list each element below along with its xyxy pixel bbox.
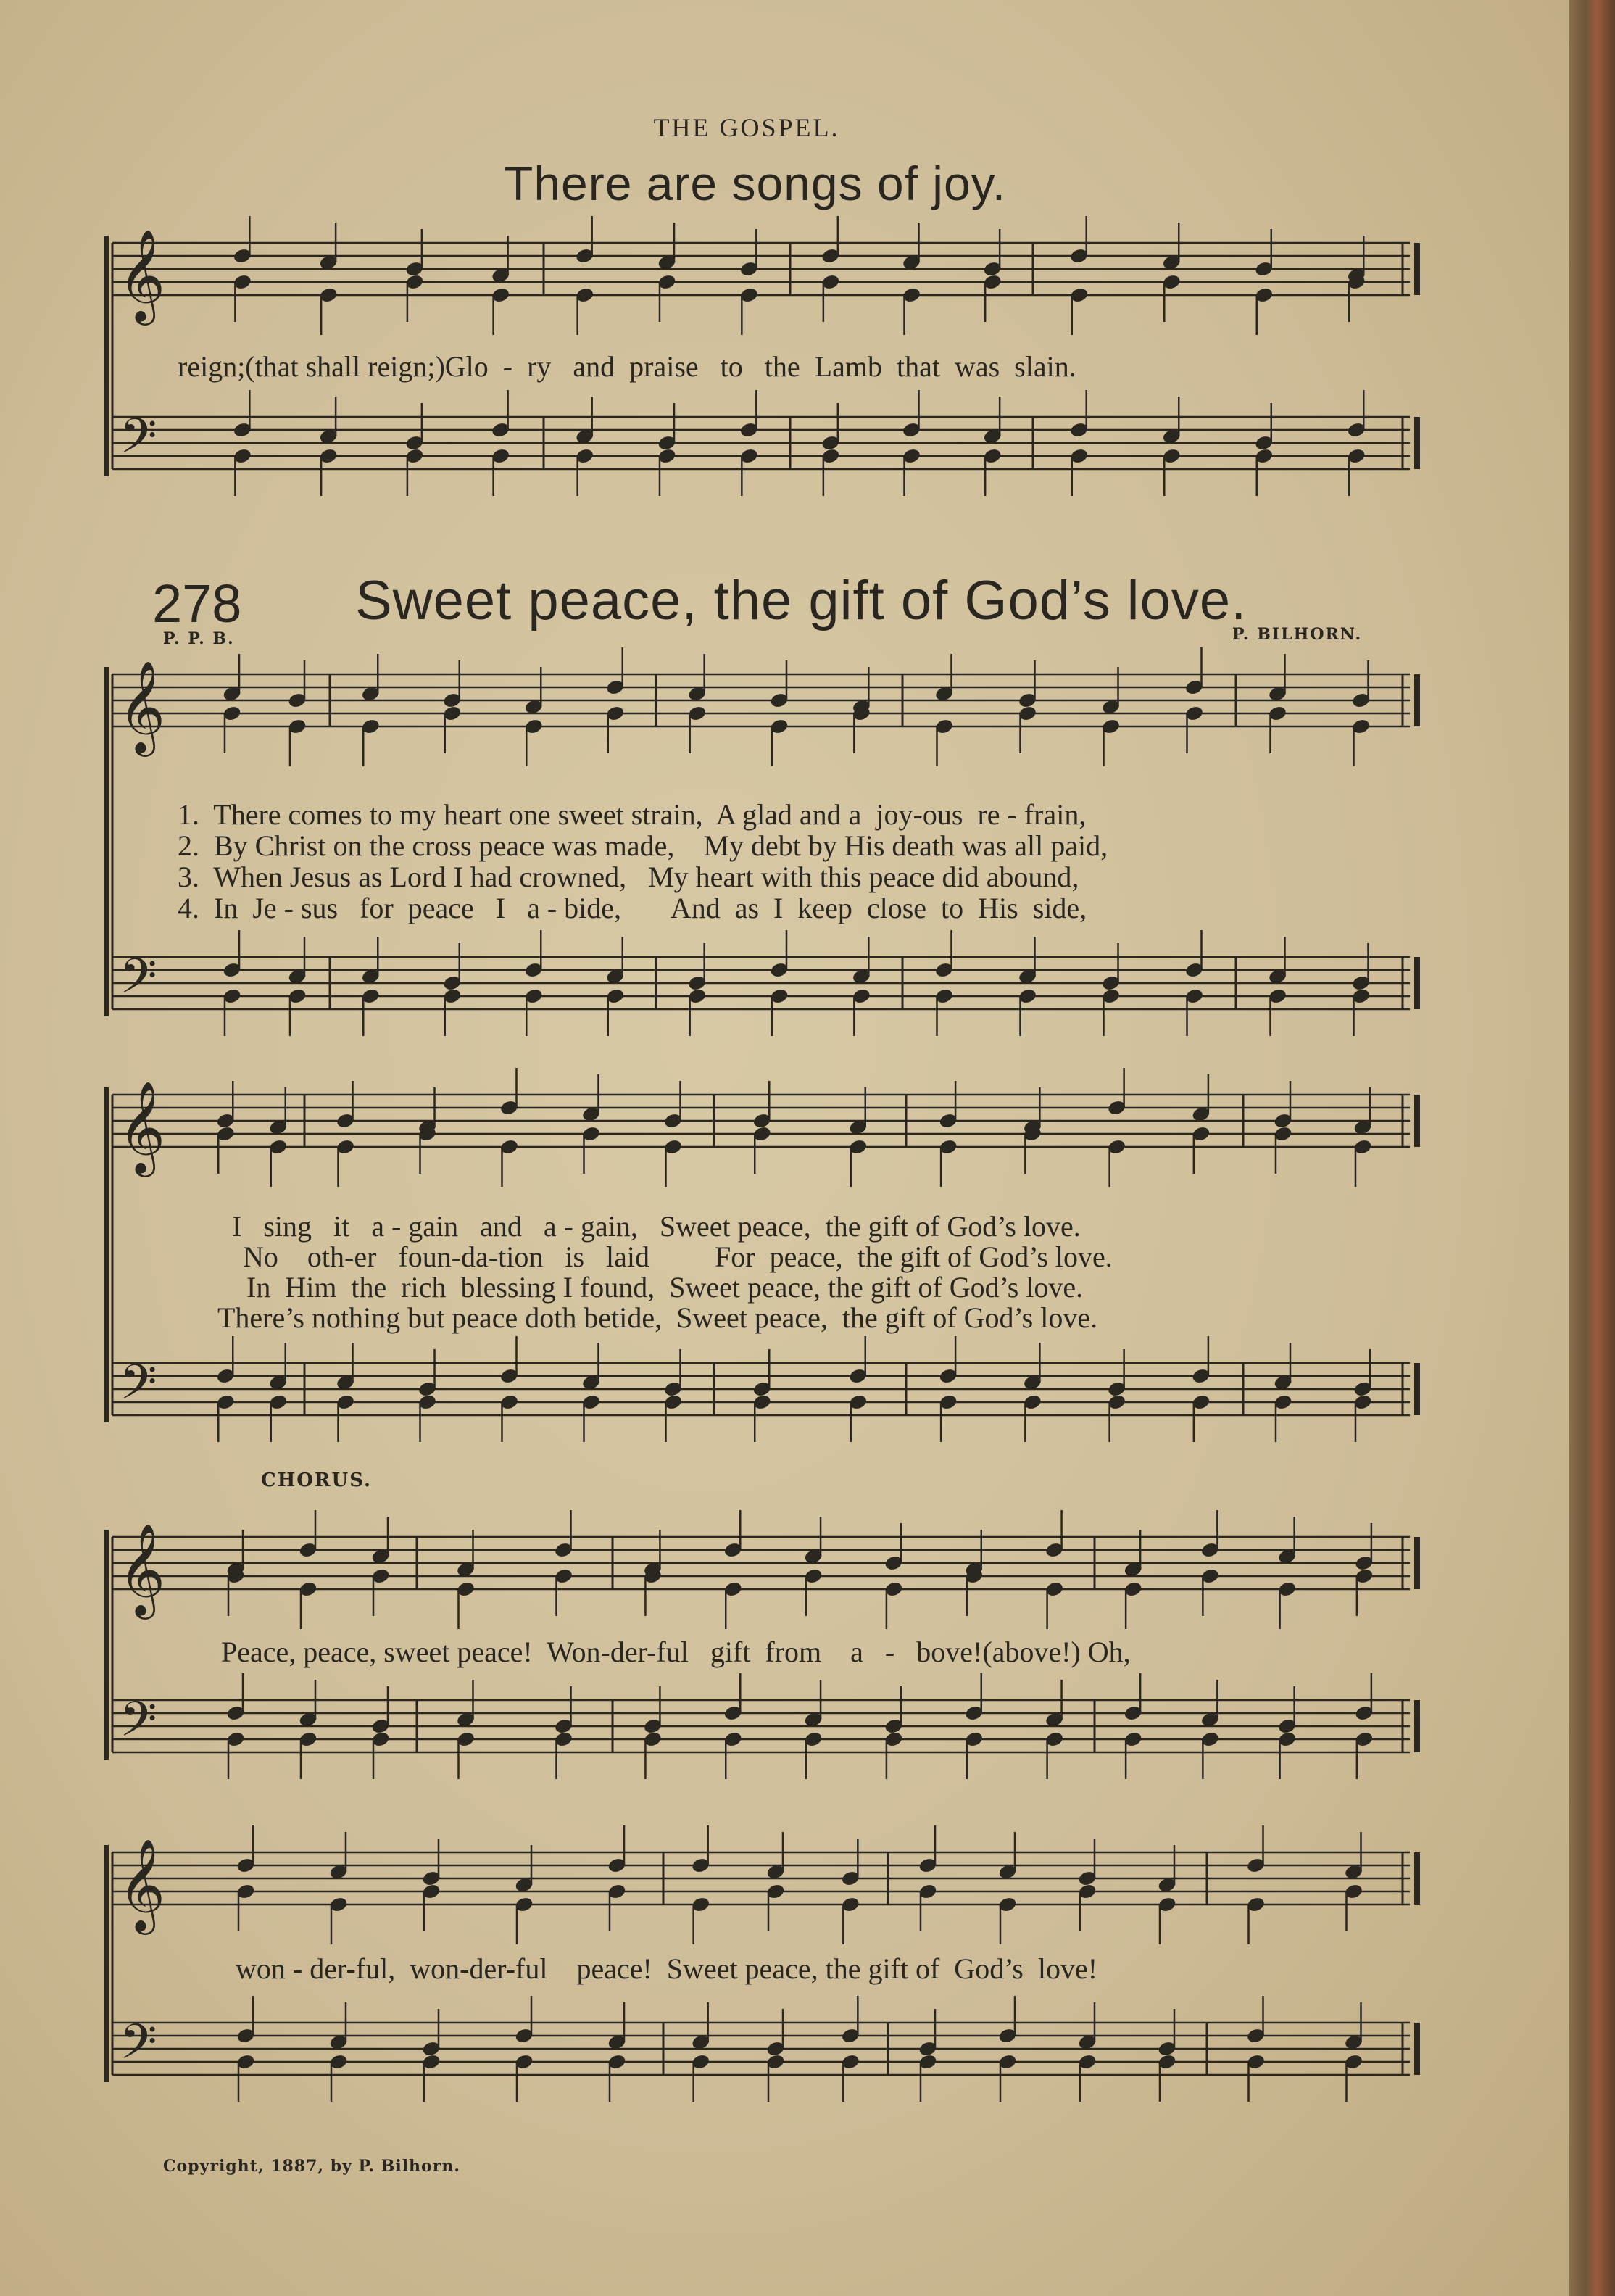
- svg-text:𝄢: 𝄢: [120, 408, 157, 476]
- hymn-number: 278: [152, 573, 242, 634]
- svg-text:𝄞: 𝄞: [118, 1522, 166, 1615]
- verse-line-1-3: 3. When Jesus as Lord I had crowned, My heart with this peace did abound,: [178, 861, 1079, 893]
- copyright-notice: Copyright, 1887, by P. Bilhorn.: [163, 2157, 460, 2176]
- chorus-line-1: Peace, peace, sweet peace! Won-der-ful gift from a - bove!(above!) Oh,: [221, 1636, 1131, 1668]
- verse-line-1-4: 4. In Je - sus for peace I a - bide, And as I keep close to His side,: [178, 892, 1087, 924]
- verse-line-2-4: There’s nothing but peace doth betide, Sweet peace, the gift of God’s love.: [217, 1301, 1098, 1334]
- svg-text:𝄢: 𝄢: [120, 1691, 157, 1759]
- svg-text:𝄞: 𝄞: [118, 1080, 166, 1173]
- hymn-title: Sweet peace, the gift of God’s love.: [355, 570, 1247, 631]
- verse-line-2-1: I sing it a - gain and a - gain, Sweet peace, the gift of God’s love.: [232, 1210, 1081, 1243]
- running-head: THE GOSPEL.: [653, 113, 840, 142]
- svg-text:𝄢: 𝄢: [120, 948, 157, 1016]
- verse-line-1-2: 2. By Christ on the cross peace was made, My debt by His death was all paid,: [178, 829, 1108, 862]
- words-credit: P. P. B.: [163, 629, 235, 648]
- music-credit: P. BILHORN.: [1232, 625, 1363, 644]
- verse-line-2-3: In Him the rich blessing I found, Sweet peace, the gift of God’s love.: [246, 1271, 1084, 1304]
- svg-text:𝄞: 𝄞: [118, 228, 166, 321]
- verse-line-1-1: 1. There comes to my heart one sweet strain, A glad and a joy-ous re - frain,: [178, 798, 1087, 831]
- svg-text:𝄞: 𝄞: [118, 1838, 166, 1931]
- previous-hymn-lyric: reign;(that shall reign;)Glo - ry and praise to the Lamb that was slain.: [178, 350, 1076, 383]
- chorus-line-2: won - der-ful, won-der-ful peace! Sweet peace, the gift of God’s love!: [236, 1952, 1098, 1985]
- svg-text:𝄞: 𝄞: [118, 660, 166, 753]
- svg-text:𝄢: 𝄢: [120, 2014, 157, 2081]
- chorus-label: CHORUS.: [261, 1470, 373, 1491]
- svg-text:𝄢: 𝄢: [120, 1354, 157, 1422]
- verse-line-2-2: No oth-er foun-da-tion is laid For peace, the gift of God’s love.: [243, 1240, 1113, 1273]
- previous-hymn-title: There are songs of joy.: [504, 157, 1007, 210]
